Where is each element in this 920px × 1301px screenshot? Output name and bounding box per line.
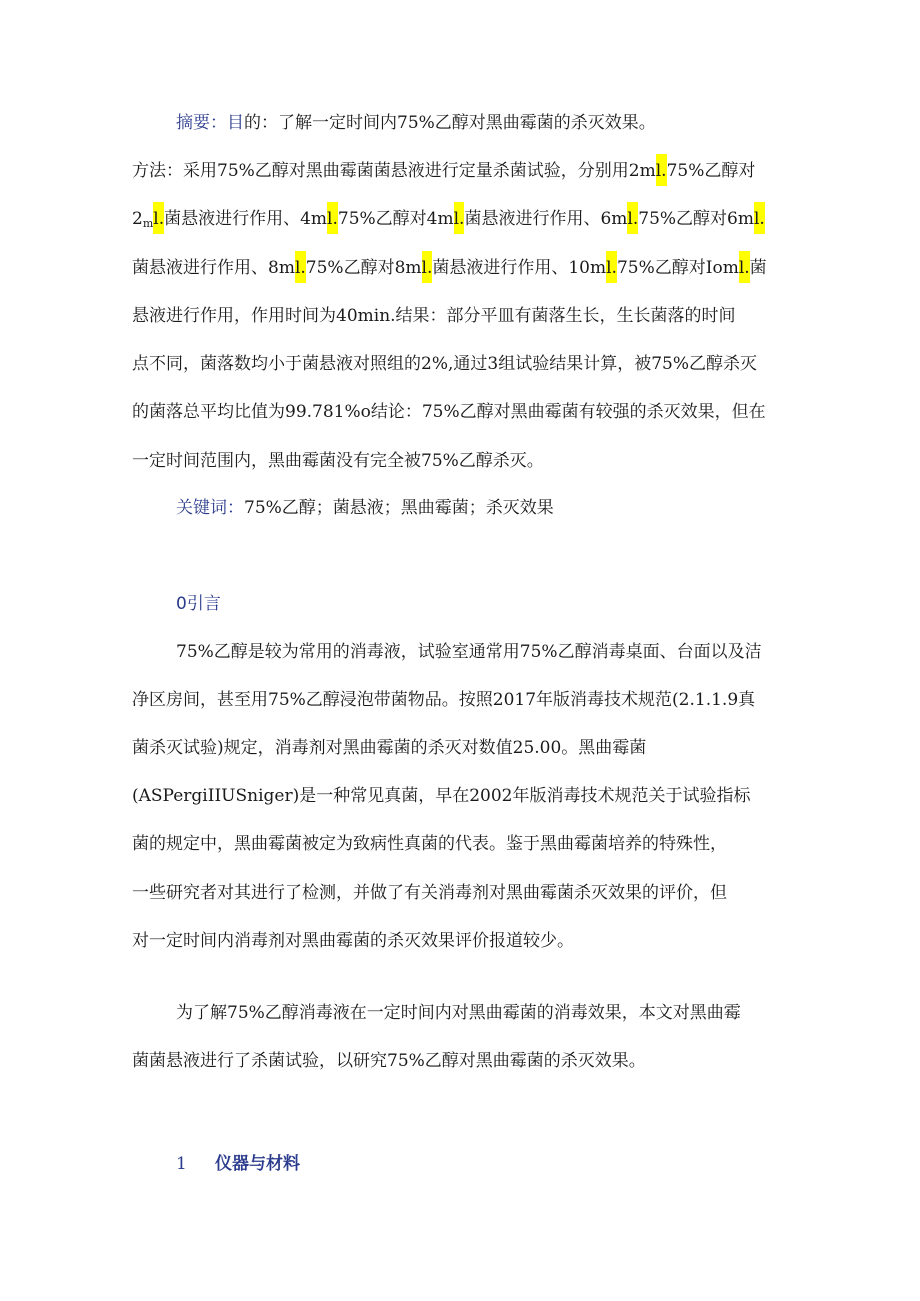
section-1-title: 仪器与材料 (215, 1154, 300, 1174)
paragraph-line: 菌菌悬液进行了杀菌试验，以研究75%乙醇对黑曲霉菌的杀灭效果。 (132, 1051, 646, 1071)
highlight: l. (295, 251, 306, 283)
abstract-text: 菌悬液进行作用、6m (464, 209, 628, 229)
keywords-label: 关键词： (176, 498, 244, 518)
abstract-text: m (142, 217, 154, 230)
abstract-line-5: 悬液进行作用，作用时间为40min.结果：部分平皿有菌落生长，生长菌落的时间 (132, 306, 736, 326)
abstract-line-3 (132, 208, 765, 235)
abstract-text: 菌悬液进行作用、4m (164, 209, 328, 229)
highlight: l. (422, 251, 433, 283)
intro-heading: 0引言 (176, 594, 221, 614)
paragraph-line: (ASPergiIIUSniger)是一种常见真菌，早在2002年版消毒技术规范关于试验指标 (132, 786, 751, 806)
abstract-text: 方法：采用75%乙醇对黑曲霉菌菌悬液进行定量杀菌试验，分别用2m (132, 161, 656, 181)
abstract-text: 75%乙醇对8m (305, 258, 422, 278)
highlight: l. (327, 202, 338, 234)
highlight: l. (754, 202, 765, 234)
abstract-text: 菌 (749, 258, 767, 278)
section-1-number: 1 (176, 1154, 187, 1174)
paragraph-line: 为了解75%乙醇消毒液在一定时间内对黑曲霉菌的消毒效果，本文对黑曲霉 (176, 1003, 741, 1023)
purpose-label: 目 (227, 113, 244, 133)
abstract-text: 2 (132, 209, 143, 229)
abstract-line-6: 点不同，菌落数均小于菌悬液对照组的2%,通过3组试验结果计算，被75%乙醇杀灭 (132, 354, 757, 374)
abstract-line-4 (132, 257, 767, 283)
highlight: l. (656, 154, 667, 186)
paragraph-line: 菌的规定中，黑曲霉菌被定为致病性真菌的代表。鉴于黑曲霉菌培养的特殊性， (132, 834, 727, 854)
abstract-line-1 (176, 112, 656, 134)
paragraph-line: 对一定时间内消毒剂对黑曲霉菌的杀灭效果评价报道较少。 (132, 931, 574, 951)
paragraph-line: 75%乙醇是较为常用的消毒液，试验室通常用75%乙醇消毒桌面、台面以及洁 (176, 642, 762, 662)
abstract-line-2 (132, 160, 755, 186)
abstract-text: 菌悬液进行作用、10m (432, 258, 607, 278)
abstract-text: 75%乙醇对6m (638, 209, 754, 229)
highlight: l. (739, 251, 750, 283)
abstract-text: 菌悬液进行作用、8m (132, 258, 295, 278)
abstract-text: 的：了解一定时间内75%乙醇对黑曲霉菌的杀灭效果。 (244, 113, 656, 133)
abstract-text: 75%乙醇对 (666, 161, 756, 181)
abstract-line-8: 一定时间范围内，黑曲霉菌没有完全被75%乙醇杀灭。 (132, 451, 544, 471)
keywords-text: 75%乙醇；菌悬液；黑曲霉菌；杀灭效果 (244, 498, 554, 518)
paragraph-line: 一些研究者对其进行了检测，并做了有关消毒剂对黑曲霉菌杀灭效果的评价，但 (132, 883, 727, 903)
abstract-label: 摘要： (176, 113, 227, 133)
abstract-line-7: 的菌落总平均比值为99.781%o结论：75%乙醇对黑曲霉菌有较强的杀灭效果，但在 (132, 402, 766, 422)
highlight: l. (153, 202, 164, 234)
highlight: l. (454, 202, 465, 234)
highlight: l. (627, 202, 638, 234)
highlight: l. (606, 251, 617, 283)
abstract-text: 75%乙醇对4m (337, 209, 454, 229)
paragraph-line: 菌杀灭试验)规定，消毒剂对黑曲霉菌的杀灭对数值25.00。黑曲霉菌 (132, 738, 647, 758)
paragraph-line: 净区房间，甚至用75%乙醇浸泡带菌物品。按照2017年版消毒技术规范(2.1.1.9真 (132, 690, 756, 710)
abstract-text: 75%乙醇对Iom (616, 258, 739, 278)
keywords (176, 497, 554, 519)
